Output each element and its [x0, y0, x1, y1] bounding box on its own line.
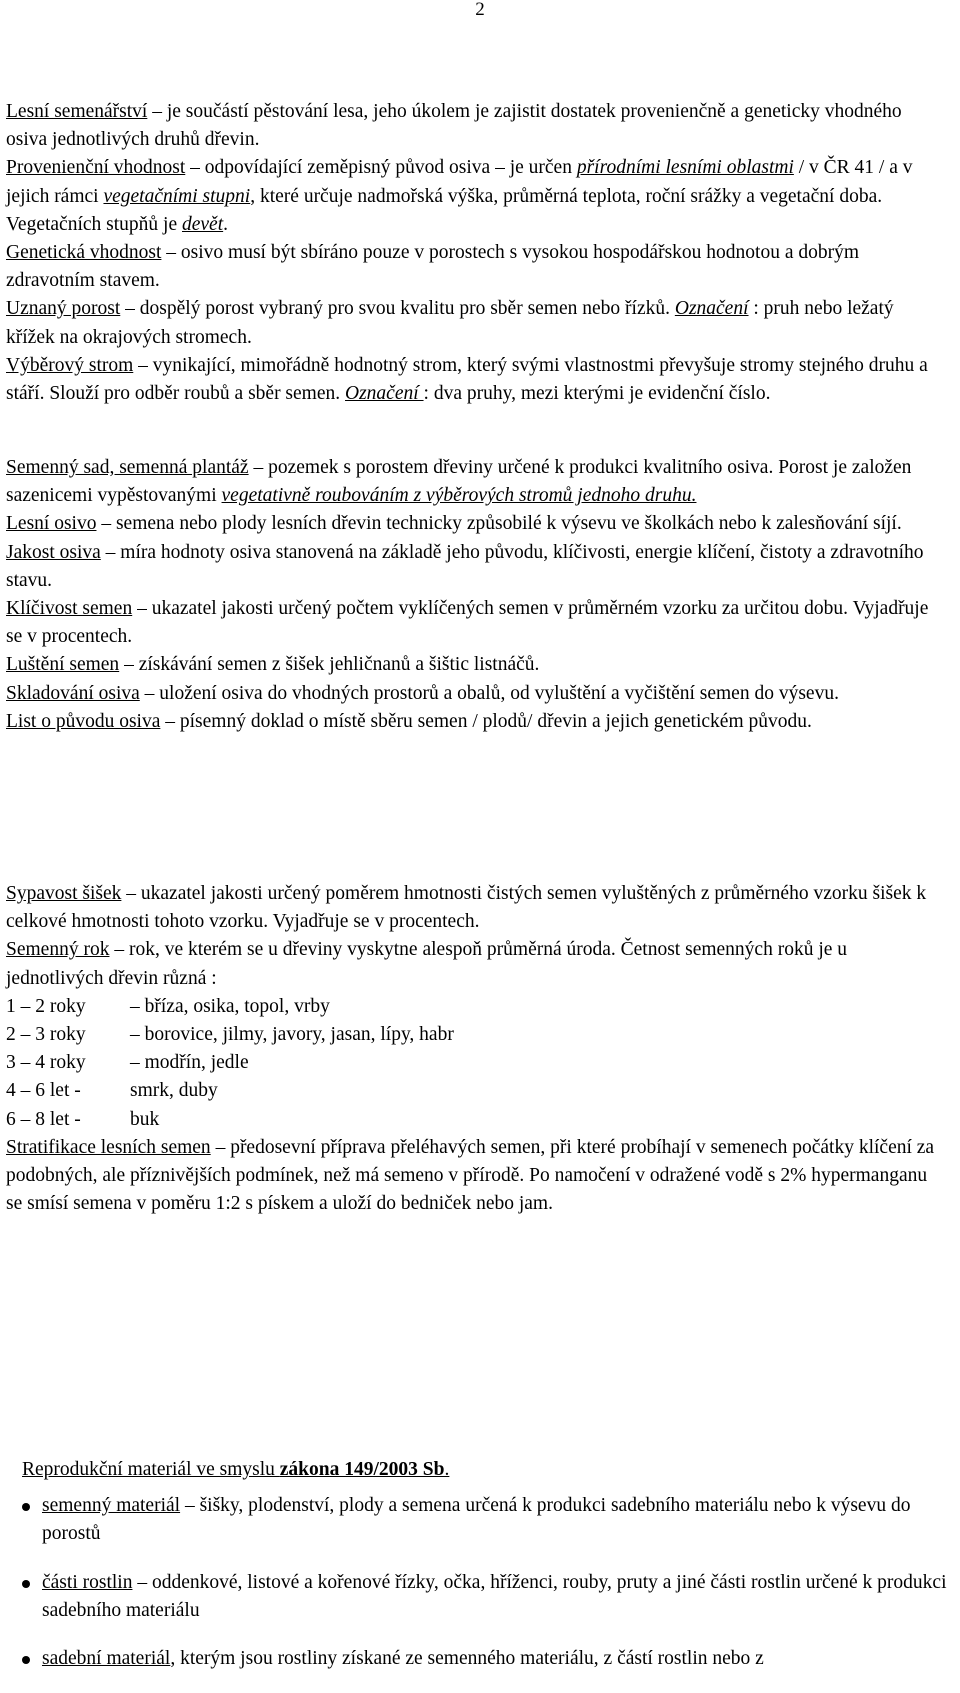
emphasis: Označení [345, 383, 424, 405]
definition-paragraph [6, 1134, 946, 1219]
definition-text: – rok, ve kterém se u dřeviny vyskytne alespoň průměrná úroda. Četnost semenných roků je u jednotlivých dřevin různá : [6, 939, 848, 989]
definition-paragraph [6, 295, 946, 351]
definition-text: , které určuje nadmořská výška, průměrná teplota, roční srážky a vegetační doba. Vegetačních stupňů je [6, 185, 883, 235]
year-range: 4 – 6 let - [6, 1080, 81, 1102]
definition-paragraph [6, 510, 946, 538]
bullet-item [22, 1645, 956, 1673]
definition-paragraph [6, 595, 946, 651]
definitions-middle [6, 454, 946, 736]
bullet-icon [22, 1503, 30, 1511]
term: Semenný rok [6, 939, 110, 961]
definition-paragraph [6, 154, 946, 239]
term: List o původu osiva [6, 710, 161, 732]
definition-text: – míra hodnoty osiva stanovená na základě jeho původu, klíčivosti, energie klíčení, čistoty a zdravotního stavu. [6, 541, 924, 591]
bullet-icon [22, 1580, 30, 1588]
reproductive-material-section [22, 1456, 956, 1693]
definition-paragraph [6, 680, 946, 708]
definition-text: – vynikající, mimořádně hodnotný strom, který svými vlastnostmi převyšuje stromy stejného druhu a stáří. Slouží pro odběr roubů a sběr semen. [6, 354, 928, 405]
term: Výběrový strom [6, 354, 134, 376]
definition-text: – pozemek s porostem dřeviny určené k produkci kvalitního osiva. Porost je založen sazenicemi vypěstovanými [6, 457, 912, 507]
page-number: 2 [475, 0, 485, 20]
year-range: 1 – 2 roky [6, 995, 86, 1017]
heading-text: . [444, 1459, 450, 1480]
definition-paragraph [6, 352, 946, 408]
term: Semenný sad, semenná plantáž [6, 457, 249, 478]
definition-paragraph [6, 539, 946, 595]
definition-text: . [223, 213, 229, 235]
definition-text: – dospělý porost vybraný pro svou kvalitu pro sběr semen nebo řízků. [120, 298, 675, 320]
seed-year-row [6, 1077, 946, 1105]
definition-paragraph [6, 880, 946, 936]
law-reference: zákona 149/2003 Sb [279, 1459, 445, 1480]
term: Sypavost šišek [6, 883, 122, 904]
definition-text: – osivo musí být sbíráno pouze v porostech s vysokou hospodářskou hodnotou a dobrým zdravotním stavem. [6, 242, 860, 292]
species: – modřín, jedle [130, 1052, 249, 1074]
term: Luštění semen [6, 654, 120, 676]
year-range: 6 – 8 let - [6, 1108, 81, 1130]
definition-paragraph [6, 936, 946, 992]
species: smrk, duby [130, 1080, 218, 1102]
emphasis: devět [182, 213, 224, 235]
species: – bříza, osika, topol, vrby [130, 995, 330, 1017]
definition-text: : pruh nebo ležatý křížek na okrajových stromech. [6, 298, 894, 348]
definition-text: – odpovídající zeměpisný původ osiva – je určen [185, 157, 577, 179]
term: Provenienční vhodnost [6, 157, 186, 179]
definition-text: – oddenkové, listové a kořenové řízky, očka, hříženci, rouby, pruty a jiné části rostlin určené k produkci sadebního materiálu [42, 1571, 947, 1621]
definitions-lower [6, 880, 946, 1218]
seed-year-row [6, 1106, 946, 1134]
term: Genetická vhodnost [6, 242, 162, 264]
definition-text: – ukazatel jakosti určený poměrem hmotnosti čistých semen vyluštěných z průměrného vzorku šišek k celkové hmotnosti tohoto vzorku. Vyjadřuje se v procentech. [6, 883, 927, 933]
definition-paragraph [6, 454, 946, 510]
emphasis: přírodními lesními oblastmi [576, 157, 794, 179]
emphasis: vegetativně roubováním z výběrových stromů jednoho druhu. [221, 485, 697, 507]
definition-text: – předosevní příprava přeléhavých semen, při které probíhají v semenech počátky klíčení za podobných, ale příznivějších podmínek, než má semeno v přírodě. Po namočení v odražené vodě s 2% hypermanganu se smísí semena v poměru 1:2 s pískem a uloží do bedniček nebo jam. [6, 1136, 935, 1215]
seed-year-row [6, 1021, 946, 1049]
definition-text: – uložení osiva do vhodných prostorů a obalů, od vyluštění a vyčištění semen do výsevu. [139, 682, 839, 704]
seed-year-row [6, 1049, 946, 1077]
term: semenný materiál [42, 1495, 181, 1517]
year-range: 2 – 3 roky [6, 1024, 86, 1046]
species: – borovice, jilmy, javory, jasan, lípy, habr [130, 1024, 454, 1046]
term: Lesní semenářství [6, 101, 148, 122]
seed-year-row [6, 993, 946, 1021]
definition-text: – je součástí pěstování lesa, jeho úkolem je zajistit dostatek provenienčně a geneticky vhodného osiva jednotlivých druhů dřevin. [6, 101, 902, 151]
definition-text: – získávání semen z šišek jehličnanů a šištic listnáčů. [119, 654, 540, 676]
term: Lesní osivo [6, 513, 97, 535]
definition-text: – ukazatel jakosti určený počtem vyklíčených semen v průměrném vzorku za určitou dobu. Vyjadřuje se v procentech. [6, 598, 929, 648]
term: Uznaný porost [6, 298, 121, 320]
term: Klíčivost semen [6, 598, 133, 620]
emphasis: vegetačními stupni [103, 185, 251, 207]
bullet-item [22, 1569, 956, 1625]
heading-text: Reprodukční materiál ve smyslu [22, 1459, 280, 1480]
definition-text: : dva pruhy, mezi kterými je evidenční číslo. [423, 383, 771, 405]
definition-text: – písemný doklad o místě sběru semen / plodů/ dřevin a jejich genetickém původu. [160, 710, 812, 732]
definition-text: / v ČR 41 / a v jejich rámci [6, 157, 913, 207]
section-heading [22, 1456, 956, 1484]
definition-text: , kterým jsou rostliny získané ze semenného materiálu, z částí rostlin nebo z [170, 1648, 764, 1670]
species: buk [130, 1108, 160, 1130]
definition-paragraph [6, 239, 946, 295]
definition-paragraph [6, 98, 946, 154]
year-range: 3 – 4 roky [6, 1052, 86, 1074]
definitions-top [6, 98, 946, 408]
term: Jakost osiva [6, 541, 101, 563]
definition-text: – semena nebo plody lesních dřevin technicky způsobilé k výsevu ve školkách nebo k zalesňování síjí. [96, 513, 902, 535]
bullet-icon [22, 1656, 30, 1664]
bullet-item [22, 1492, 956, 1548]
term: sadební materiál [42, 1648, 171, 1670]
definition-text: – šišky, plodenství, plody a semena určená k produkci sadebního materiálu nebo k výsevu do porostů [42, 1495, 911, 1545]
definition-paragraph [6, 651, 946, 679]
term: části rostlin [42, 1571, 133, 1593]
definition-paragraph [6, 708, 946, 736]
emphasis: Označení [674, 298, 749, 320]
term: Skladování osiva [6, 682, 140, 704]
term: Stratifikace lesních semen [6, 1136, 211, 1158]
seed-year-list [6, 993, 946, 1134]
